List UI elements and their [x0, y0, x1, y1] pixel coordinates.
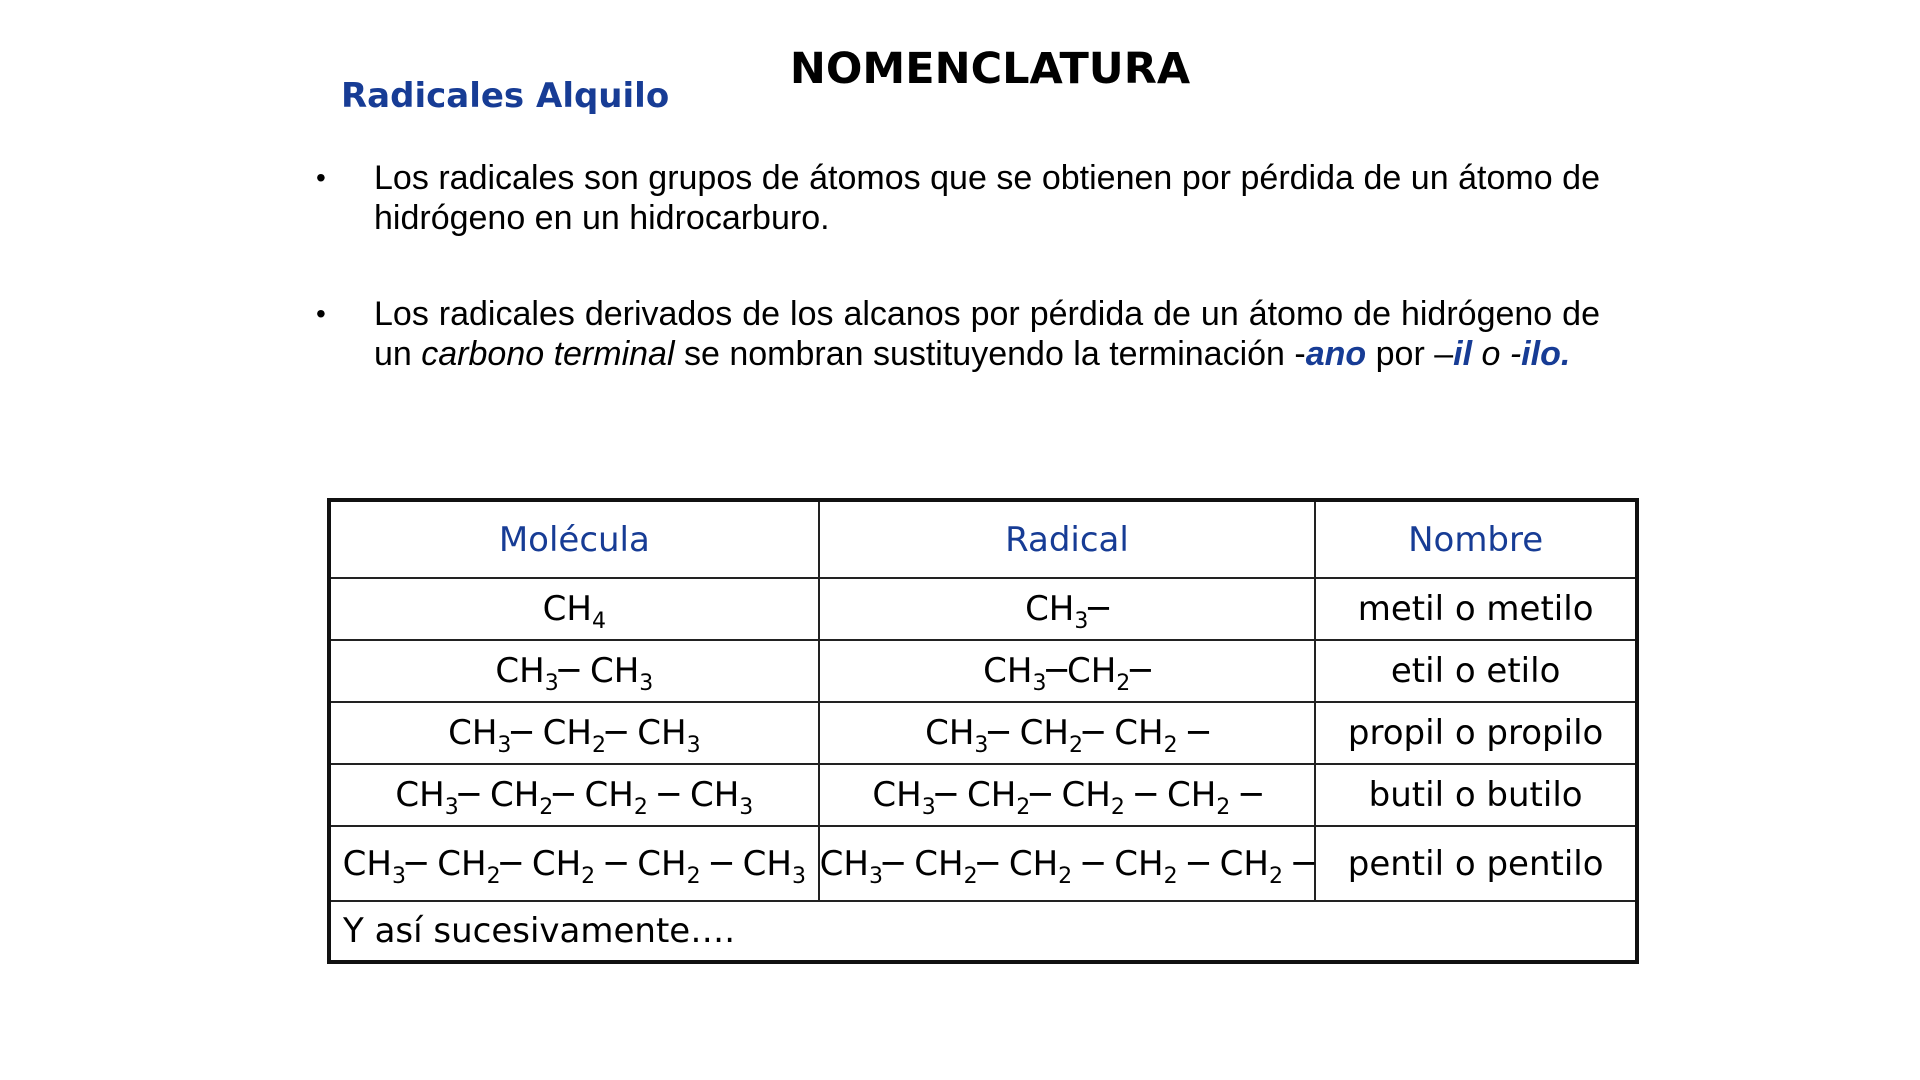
table-row: [329, 764, 1637, 826]
bullet-dot-icon: •: [316, 298, 326, 329]
name-cell: metil o metilo: [1315, 578, 1637, 640]
formula-text: CH: [395, 775, 445, 815]
name-cell: etil o etilo: [1315, 640, 1637, 702]
name-cell: pentil o pentilo: [1315, 826, 1637, 901]
molecule-cell: [329, 826, 819, 901]
formula-text: ─ CH: [882, 843, 964, 884]
formula-text: ─ CH: [1082, 713, 1164, 753]
table-row: [329, 640, 1637, 702]
formula-subscript: 3: [497, 733, 512, 758]
formula-text: CH: [872, 775, 922, 815]
formula-text: ─ CH: [700, 843, 792, 884]
name-cell: propil o propilo: [1315, 702, 1637, 764]
molecule-cell: [329, 578, 819, 640]
formula-text: ─ CH: [500, 843, 582, 884]
section-subtitle: Radicales Alquilo: [341, 76, 670, 116]
table-header-row: [329, 500, 1637, 578]
formula-text: CH: [448, 713, 498, 753]
formula-subscript: 2: [591, 733, 606, 758]
header-nombre: Nombre: [1315, 500, 1637, 578]
bond-dash: ─: [1230, 775, 1262, 815]
formula-text: ─ CH: [558, 651, 640, 691]
formula-subscript: 2: [1216, 795, 1231, 820]
formula-subscript: 3: [639, 671, 654, 696]
formula-text: ─ CH: [935, 775, 1017, 815]
bullet-text-2b: se nombran sustituyendo la terminación -: [674, 335, 1306, 373]
suffix-ilo: ilo.: [1521, 335, 1571, 373]
bullet-text-1: Los radicales son grupos de átomos que se obtienen por pérdida de un átomo de hidrógeno en un hidrocarburo.: [374, 159, 1600, 237]
formula-subscript: 3: [391, 863, 406, 889]
formula-text: CH: [495, 651, 545, 691]
bullet-item-2: [312, 294, 1600, 374]
formula-text: ─ CH: [595, 843, 687, 884]
radical-cell: [819, 702, 1316, 764]
bullet-text-2c: por –: [1366, 335, 1454, 373]
radicals-table: [327, 498, 1639, 964]
formula-subscript: 3: [921, 795, 936, 820]
table-row: [329, 702, 1637, 764]
formula-text: ─ CH: [1030, 775, 1111, 815]
formula-subscript: 2: [1110, 795, 1125, 820]
formula-text: CH: [342, 843, 392, 884]
suffix-ano: ano: [1305, 335, 1367, 373]
formula-text: ─ CH: [511, 713, 592, 753]
formula-subscript: 2: [539, 795, 554, 820]
radical-cell: [819, 640, 1316, 702]
table-row: [329, 578, 1637, 640]
formula-text: ─ CH: [553, 775, 634, 815]
formula-subscript: 3: [1032, 671, 1047, 696]
formula-text: CH: [819, 843, 869, 884]
formula-text: ─ CH: [1124, 775, 1217, 815]
table-row: [329, 826, 1637, 901]
radical-cell: [819, 826, 1316, 901]
bullet-text-2d: o -: [1472, 335, 1522, 373]
bullet-item-1: [312, 158, 1600, 238]
bullet-text-2a: Los radicales derivados de los alcanos por pérdida de un átomo de hidrógeno de un: [374, 295, 1600, 373]
bullet-list: [312, 158, 1600, 430]
formula-subscript: 2: [1163, 733, 1178, 758]
header-molecula: Molécula: [329, 500, 819, 578]
formula-subscript: 2: [1116, 671, 1131, 696]
formula-subscript: 2: [1163, 863, 1178, 889]
formula-text: CH: [542, 589, 592, 629]
bond-dash: ─: [1088, 589, 1109, 629]
formula-subscript: 3: [1074, 609, 1089, 634]
formula-subscript: 3: [544, 671, 559, 696]
molecule-cell: [329, 764, 819, 826]
header-radical: Radical: [819, 500, 1316, 578]
italic-term-carbono-terminal: carbono terminal: [421, 335, 675, 373]
page-title: NOMENCLATURA: [789, 44, 1191, 94]
formula-subscript: 3: [868, 863, 883, 889]
formula-subscript: 3: [686, 733, 701, 758]
formula-subscript: 2: [1016, 795, 1031, 820]
radical-cell: [819, 578, 1316, 640]
formula-subscript: 2: [581, 863, 596, 889]
bullet-dot-icon: •: [316, 162, 326, 193]
formula-subscript: 2: [686, 863, 701, 889]
formula-text: ─ CH: [605, 713, 687, 753]
molecule-cell: [329, 640, 819, 702]
formula-subscript: 4: [591, 609, 606, 634]
formula-text: ─ CH: [458, 775, 540, 815]
name-cell: butil o butilo: [1315, 764, 1637, 826]
formula-subscript: 2: [486, 863, 501, 889]
formula-subscript: 2: [1058, 863, 1073, 889]
molecule-cell: [329, 702, 819, 764]
formula-text: CH: [1025, 589, 1075, 629]
formula-text: ─ CH: [1177, 843, 1269, 884]
formula-subscript: 3: [974, 733, 989, 758]
formula-subscript: 2: [633, 795, 648, 820]
formula-subscript: 3: [791, 863, 806, 889]
suffix-il: il: [1453, 335, 1473, 373]
radical-cell: [819, 764, 1316, 826]
formula-text: ─ CH: [405, 843, 487, 884]
bond-dash: ─: [1282, 843, 1315, 884]
bond-dash: ─: [1177, 713, 1209, 753]
formula-subscript: 2: [1268, 863, 1283, 889]
formula-text: ─ CH: [977, 843, 1059, 884]
formula-text: ─ CH: [1072, 843, 1164, 884]
bond-dash: ─: [1130, 651, 1151, 691]
formula-text: CH: [983, 651, 1033, 691]
formula-text: CH: [925, 713, 975, 753]
table-footer-row: [329, 901, 1637, 962]
formula-subscript: 2: [1068, 733, 1083, 758]
formula-subscript: 3: [444, 795, 459, 820]
table-footer-note: Y así sucesivamente….: [329, 901, 1637, 962]
formula-text: ─CH: [1046, 651, 1117, 691]
formula-subscript: 3: [739, 795, 754, 820]
formula-subscript: 2: [963, 863, 978, 889]
formula-text: ─ CH: [988, 713, 1069, 753]
formula-text: ─ CH: [647, 775, 740, 815]
